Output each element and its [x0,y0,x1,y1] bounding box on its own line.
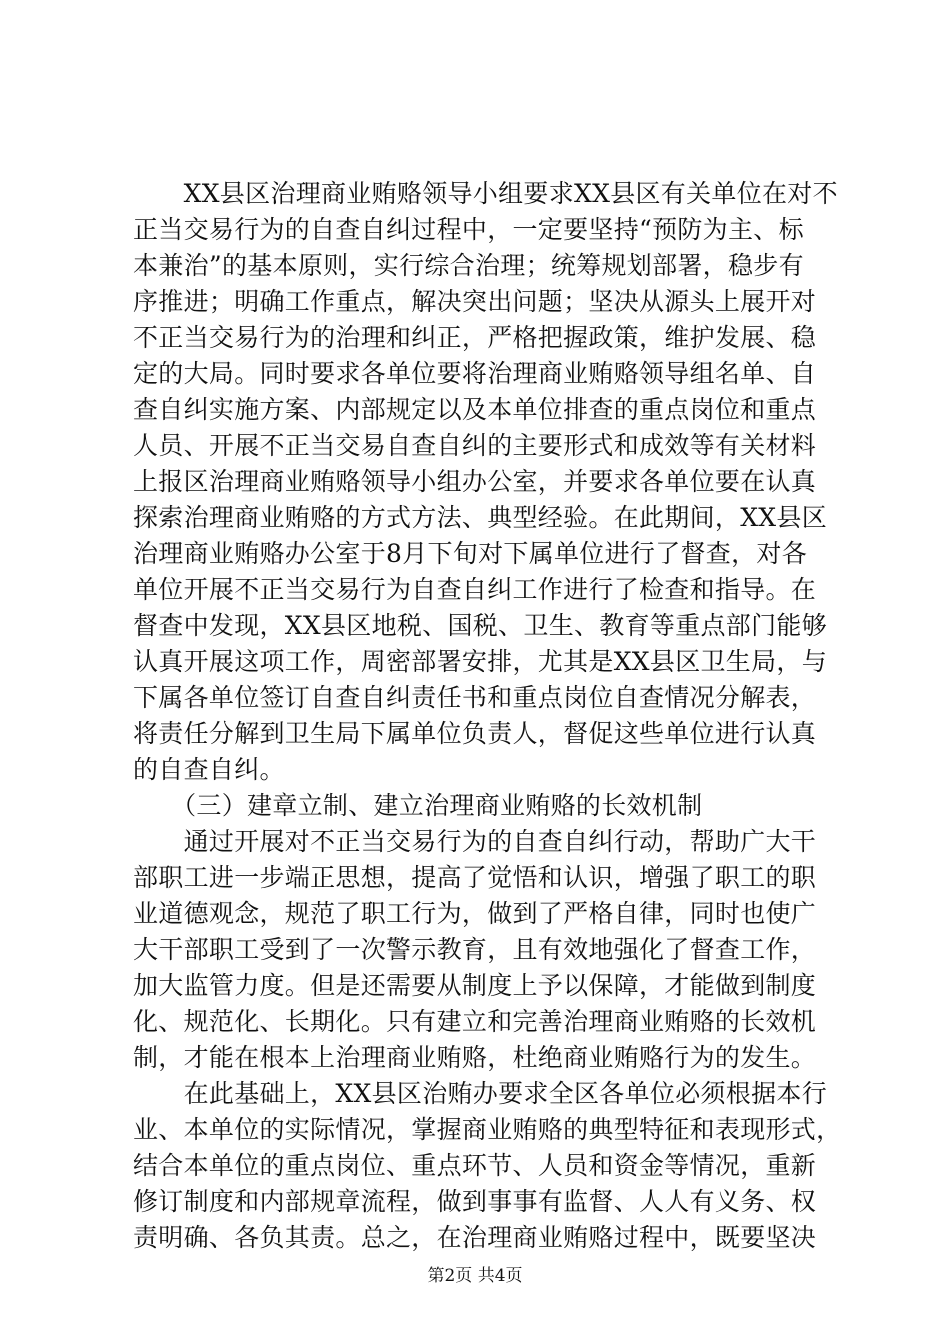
text-line: 大干部职工受到了一次警示教育，且有效地强化了督查工作， [133,935,817,964]
text-line: 定的大局。同时要求各单位要将治理商业贿赂领导组名单、自 [133,359,817,388]
text-line: 单位开展不正当交易行为自查自纠工作进行了检查和指导。在 [133,575,817,604]
text-line: 业、本单位的实际情况，掌握商业贿赂的典型特征和表现形式， [133,1115,842,1144]
text-line: 将责任分解到卫生局下属单位负责人，督促这些单位进行认真 [133,719,817,748]
page-footer: 第2页 共4页 [427,1266,523,1286]
text-line: XX县区治理商业贿赂领导小组要求XX县区有关单位在对不 [133,179,838,208]
text-line: 不正当交易行为的治理和纠正，严格把握政策，维护发展、稳 [133,323,817,352]
text-line: 本兼治”的基本原则，实行综合治理；统筹规划部署，稳步有 [133,251,804,280]
text-line: 结合本单位的重点岗位、重点环节、人员和资金等情况，重新 [133,1151,817,1180]
section-heading: （三）建章立制、建立治理商业贿赂的长效机制 [133,791,703,820]
text-line: 部职工进一步端正思想，提高了觉悟和认识，增强了职工的职 [133,863,817,892]
text-line: 上报区治理商业贿赂领导小组办公室，并要求各单位要在认真 [133,467,817,496]
text-line: 在此基础上，XX县区治贿办要求全区各单位必须根据本行 [133,1079,827,1108]
text-line: 序推进；明确工作重点，解决突出问题；坚决从源头上展开对 [133,287,817,316]
text-line: 治理商业贿赂办公室于8月下旬对下属单位进行了督查，对各 [133,539,808,568]
text-line: 通过开展对不正当交易行为的自查自纠行动，帮助广大干 [133,827,817,856]
text-line: 加大监管力度。但是还需要从制度上予以保障，才能做到制度 [133,971,817,1000]
text-line: 探索治理商业贿赂的方式方法、典型经验。在此期间，XX县区 [133,503,827,532]
text-line: 业道德观念，规范了职工行为，做到了严格自律，同时也使广 [133,899,817,928]
text-line: 修订制度和内部规章流程，做到事事有监督、人人有义务、权 [133,1187,817,1216]
text-line: 责明确、各负其责。总之，在治理商业贿赂过程中，既要坚决 [133,1223,817,1252]
text-line: 的自查自纠。 [133,755,285,784]
text-line: 认真开展这项工作，周密部署安排，尤其是XX县区卫生局，与 [133,647,827,676]
text-line: 下属各单位签订自查自纠责任书和重点岗位自查情况分解表， [133,683,817,712]
text-line: 查自纠实施方案、内部规定以及本单位排查的重点岗位和重点 [133,395,817,424]
text-line: 化、规范化、长期化。只有建立和完善治理商业贿赂的长效机 [133,1007,817,1036]
text-line: 督查中发现，XX县区地税、国税、卫生、教育等重点部门能够 [133,611,827,640]
text-line: 制，才能在根本上治理商业贿赂，杜绝商业贿赂行为的发生。 [133,1043,817,1072]
text-line: 人员、开展不正当交易自查自纠的主要形式和成效等有关材料 [133,431,817,460]
text-line: 正当交易行为的自查自纠过程中，一定要坚持“预防为主、标 [133,215,804,244]
